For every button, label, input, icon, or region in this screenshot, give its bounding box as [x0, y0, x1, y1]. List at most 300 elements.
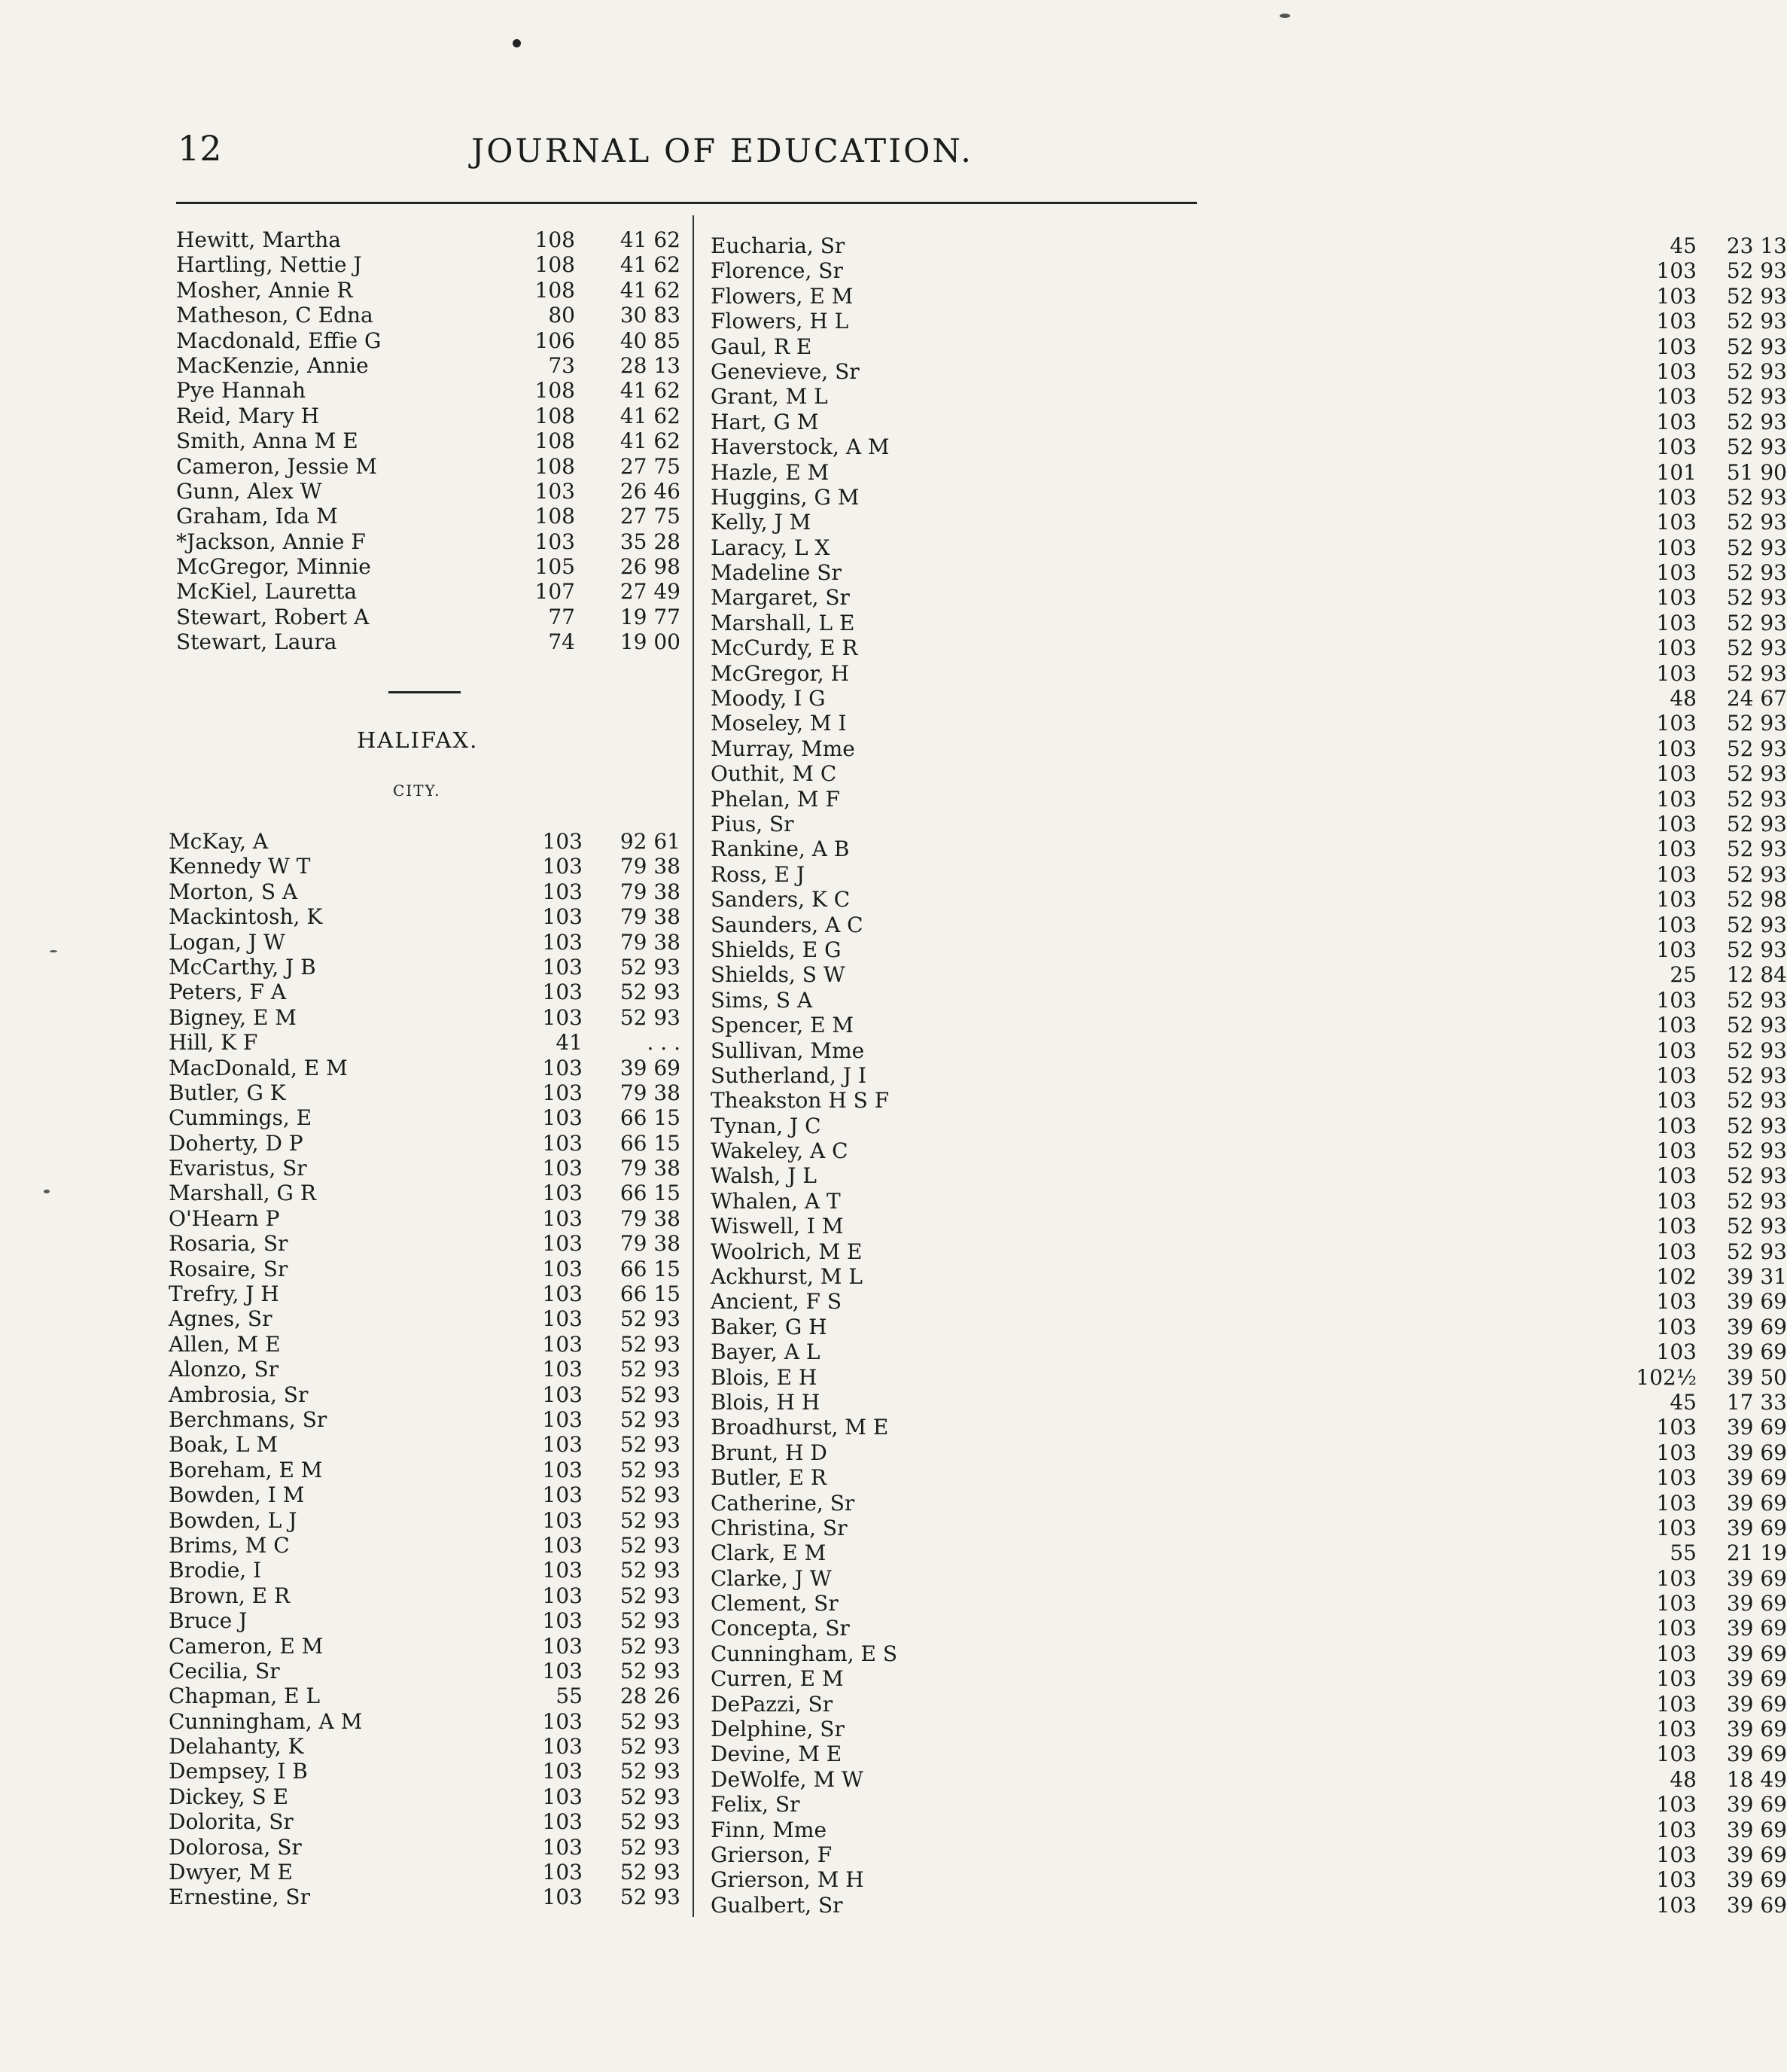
entry-name: Dolorosa, Sr	[169, 1834, 302, 1860]
entry-name: Butler, G K	[169, 1080, 286, 1105]
entry-name: Phelan, M F	[711, 786, 840, 812]
entry-days: 103	[1656, 1565, 1697, 1591]
entry-days: 55	[1670, 1540, 1697, 1566]
entry-days: 103	[542, 1759, 583, 1784]
entry-days: 103	[1656, 334, 1697, 359]
entry-name: Boreham, E M	[169, 1457, 323, 1482]
entry-amount: 41 62	[620, 252, 680, 278]
entry-amount: 41 62	[620, 227, 680, 252]
entry-name: Smith, Anna M E	[176, 428, 358, 454]
entry-amount: 79 38	[620, 1080, 680, 1105]
entry-amount: 52 93	[620, 1759, 680, 1784]
entry-amount: 39 69	[1726, 1515, 1787, 1540]
page-title: JOURNAL OF EDUCATION.	[471, 133, 973, 170]
entry-name: Concepta, Sr	[711, 1616, 850, 1641]
entry-amount: 52 93	[620, 1658, 680, 1684]
entry-days: 103	[1656, 1842, 1697, 1867]
entry-amount: 52 93	[620, 1457, 680, 1482]
entry-name: O'Hearn P	[169, 1205, 280, 1231]
entry-name: McCarthy, J B	[169, 954, 316, 980]
entry-days: 103	[542, 1885, 583, 1910]
entry-amount: 52 93	[1726, 535, 1787, 560]
entry-amount: 39 69	[1726, 1490, 1787, 1516]
entry-amount: 28 13	[620, 352, 680, 378]
entry-amount: 39 69	[1726, 1691, 1787, 1717]
entry-amount: 66 15	[620, 1256, 680, 1281]
entry-name: Outhit, M C	[711, 761, 837, 787]
print-speck	[1280, 14, 1290, 18]
entry-name: Grierson, F	[711, 1842, 833, 1867]
entry-amount: 79 38	[620, 904, 680, 930]
entry-name: Whalen, A T	[711, 1188, 841, 1214]
entry-days: 103	[1656, 937, 1697, 962]
entry-name: Peters, F A	[169, 980, 287, 1005]
entry-name: Spencer, E M	[711, 1013, 854, 1038]
entry-days: 103	[542, 1205, 583, 1231]
entry-name: Chapman, E L	[169, 1684, 321, 1709]
entry-amount: 66 15	[620, 1181, 680, 1206]
entry-name: Rosaire, Sr	[169, 1256, 288, 1281]
entry-name: Brunt, H D	[711, 1440, 827, 1465]
entry-amount: 41 62	[620, 277, 680, 303]
entry-name: Huggins, G M	[711, 484, 860, 510]
entry-name: Cunningham, A M	[169, 1708, 363, 1734]
entry-amount: 39 50	[1726, 1364, 1787, 1390]
entry-name: Kennedy W T	[169, 854, 311, 879]
entry-days: 103	[542, 1532, 583, 1558]
entry-amount: 52 93	[620, 980, 680, 1005]
entry-name: *Jackson, Annie F	[176, 529, 366, 554]
entry-days: 103	[542, 1432, 583, 1458]
entry-amount: 52 93	[620, 1432, 680, 1458]
entry-days: 103	[542, 1608, 583, 1634]
entry-name: Hazle, E M	[711, 459, 830, 485]
entry-amount: 39 31	[1726, 1264, 1787, 1290]
entry-amount: 23 13	[1726, 233, 1787, 258]
entry-amount: 52 93	[1726, 786, 1787, 812]
entry-amount: 52 93	[620, 1784, 680, 1809]
entry-name: McKay, A	[169, 829, 269, 854]
entry-amount: 79 38	[620, 1205, 680, 1231]
entry-amount: 52 93	[1726, 987, 1787, 1013]
entry-amount: 66 15	[620, 1281, 680, 1307]
entry-days: 105	[534, 554, 575, 580]
entry-days: 103	[542, 1256, 583, 1281]
entry-name: Hartling, Nettie J	[176, 252, 362, 278]
entry-amount: 21 19	[1726, 1540, 1787, 1566]
entry-days: 103	[1656, 1289, 1697, 1315]
entry-name: Flowers, E M	[711, 283, 854, 309]
print-speck	[44, 1190, 50, 1193]
entry-name: Pye Hannah	[176, 378, 306, 404]
entry-amount: 52 93	[620, 1633, 680, 1659]
entry-amount: 39 69	[1726, 1440, 1787, 1465]
entry-amount: 27 49	[620, 579, 680, 605]
print-speck	[50, 950, 57, 952]
entry-amount: 52 93	[1726, 1088, 1787, 1114]
entry-days: 103	[1656, 912, 1697, 937]
entry-name: MacDonald, E M	[169, 1055, 348, 1080]
entry-name: Evaristus, Sr	[169, 1156, 307, 1181]
entry-days: 103	[1656, 786, 1697, 812]
entry-amount: 18 49	[1726, 1766, 1787, 1792]
entry-amount: 52 93	[620, 1860, 680, 1885]
entry-days: 103	[542, 879, 583, 904]
entry-amount: 52 93	[1726, 309, 1787, 334]
entry-amount: 52 93	[1726, 660, 1787, 686]
entry-name: Dolorita, Sr	[169, 1809, 294, 1835]
entry-amount: 39 69	[1726, 1339, 1787, 1365]
entry-amount: 30 83	[620, 303, 680, 328]
entry-days: 103	[1656, 1490, 1697, 1516]
entry-amount: 52 98	[1726, 887, 1787, 913]
entry-name: Stewart, Laura	[176, 629, 337, 655]
entry-amount: 52 93	[620, 1885, 680, 1910]
entry-name: Wakeley, A C	[711, 1138, 848, 1164]
entry-days: 103	[1656, 560, 1697, 586]
entry-name: Rankine, A B	[711, 836, 850, 862]
entry-amount: 79 38	[620, 1231, 680, 1257]
entry-amount: 52 93	[620, 1558, 680, 1583]
entry-days: 55	[556, 1684, 583, 1709]
entry-days: 103	[1656, 1339, 1697, 1365]
entry-days: 103	[542, 1558, 583, 1583]
entry-amount: 39 69	[1726, 1792, 1787, 1818]
entry-days: 103	[1656, 987, 1697, 1013]
entry-days: 102	[1656, 1264, 1697, 1290]
entry-amount: 19 77	[620, 604, 680, 629]
entry-name: Tynan, J C	[711, 1113, 821, 1138]
entry-days: 80	[548, 303, 575, 328]
entry-amount: 28 26	[620, 1684, 680, 1709]
entry-days: 103	[542, 954, 583, 980]
entry-name: Mosher, Annie R	[176, 277, 353, 303]
entry-amount: 39 69	[1726, 1842, 1787, 1867]
entry-name: Butler, E R	[711, 1465, 827, 1491]
entry-amount: 52 93	[620, 1608, 680, 1634]
entry-amount: 52 93	[620, 1708, 680, 1734]
entry-name: Logan, J W	[169, 929, 285, 955]
entry-amount: 52 93	[620, 1382, 680, 1407]
entry-days: 41	[556, 1030, 583, 1056]
entry-days: 108	[534, 378, 575, 404]
entry-amount: 52 93	[1726, 1062, 1787, 1088]
entry-amount: 12 84	[1726, 962, 1787, 988]
entry-days: 103	[1656, 610, 1697, 635]
entry-name: Matheson, C Edna	[176, 303, 373, 328]
entry-days: 103	[1656, 1792, 1697, 1818]
entry-name: Devine, M E	[711, 1741, 842, 1767]
entry-amount: 39 69	[620, 1055, 680, 1080]
entry-name: Bowden, I M	[169, 1482, 305, 1508]
entry-name: Macdonald, Effie G	[176, 328, 382, 353]
entry-name: Dempsey, I B	[169, 1759, 308, 1784]
entry-amount: 41 62	[620, 378, 680, 404]
entry-days: 103	[1656, 1465, 1697, 1491]
entry-days: 106	[534, 328, 575, 353]
entry-days: 103	[1656, 1062, 1697, 1088]
entry-days: 103	[1656, 1867, 1697, 1893]
entry-days: 103	[1656, 1515, 1697, 1540]
entry-amount: 26 98	[620, 554, 680, 580]
entry-days: 103	[542, 1708, 583, 1734]
entry-days: 103	[542, 1633, 583, 1659]
entry-days: 103	[1656, 1666, 1697, 1692]
entry-days: 108	[534, 504, 575, 529]
entry-name: Stewart, Robert A	[176, 604, 370, 629]
entry-amount: 52 93	[1726, 1163, 1787, 1189]
entry-amount: 52 93	[620, 1834, 680, 1860]
entry-name: Grierson, M H	[711, 1867, 864, 1893]
entry-name: Moody, I G	[711, 686, 826, 711]
entry-days: 103	[1656, 635, 1697, 661]
entry-name: Brims, M C	[169, 1532, 290, 1558]
entry-name: Hart, G M	[711, 409, 819, 434]
entry-name: Hill, K F	[169, 1030, 258, 1056]
entry-amount: 39 69	[1726, 1591, 1787, 1616]
entry-days: 103	[542, 1281, 583, 1307]
entry-days: 103	[1656, 1717, 1697, 1742]
entry-amount: 52 93	[1726, 1138, 1787, 1164]
entry-name: Dwyer, M E	[169, 1860, 293, 1885]
entry-days: 108	[534, 428, 575, 454]
entry-days: 108	[534, 453, 575, 479]
entry-amount: . . .	[647, 1030, 680, 1056]
entry-amount: 39 69	[1726, 1892, 1787, 1918]
entry-name: Graham, Ida M	[176, 504, 338, 529]
entry-name: Ernestine, Sr	[169, 1885, 310, 1910]
entry-name: Boak, L M	[169, 1432, 279, 1458]
entry-name: Bruce J	[169, 1608, 248, 1634]
entry-amount: 52 93	[620, 1306, 680, 1332]
entry-amount: 92 61	[620, 829, 680, 854]
entry-name: Felix, Sr	[711, 1792, 800, 1818]
section-subtitle: CITY.	[393, 782, 441, 800]
entry-days: 103	[542, 1306, 583, 1332]
entry-name: Murray, Mme	[711, 736, 855, 761]
entry-days: 103	[1656, 1013, 1697, 1038]
entry-days: 103	[542, 1130, 583, 1156]
entry-amount: 52 93	[1726, 1239, 1787, 1264]
section-rule	[388, 691, 461, 693]
entry-days: 103	[542, 1331, 583, 1357]
entry-amount: 39 69	[1726, 1565, 1787, 1591]
entry-name: Doherty, D P	[169, 1130, 303, 1156]
entry-name: Ackhurst, M L	[711, 1264, 863, 1290]
entry-days: 108	[534, 403, 575, 428]
entry-amount: 39 69	[1726, 1867, 1787, 1893]
entry-amount: 39 69	[1726, 1641, 1787, 1666]
entry-days: 103	[542, 829, 583, 854]
entry-days: 103	[1656, 1741, 1697, 1767]
entry-name: Sullivan, Mme	[711, 1038, 865, 1063]
entry-name: Clark, E M	[711, 1540, 827, 1566]
entry-name: Hewitt, Martha	[176, 227, 341, 252]
entry-name: Clement, Sr	[711, 1591, 839, 1616]
entry-amount: 19 00	[620, 629, 680, 655]
entry-days: 103	[1656, 384, 1697, 410]
entry-name: Pius, Sr	[711, 811, 794, 836]
entry-name: Gualbert, Sr	[711, 1892, 843, 1918]
entry-name: Bayer, A L	[711, 1339, 820, 1365]
entry-amount: 52 93	[1726, 560, 1787, 586]
entry-name: Ross, E J	[711, 861, 805, 887]
entry-days: 103	[1656, 1641, 1697, 1666]
entry-days: 103	[1656, 1616, 1697, 1641]
entry-days: 101	[1656, 459, 1697, 485]
entry-amount: 52 93	[1726, 635, 1787, 661]
entry-name: Cameron, Jessie M	[176, 453, 377, 479]
entry-days: 103	[1656, 409, 1697, 434]
entry-days: 77	[548, 604, 575, 629]
entry-days: 103	[542, 1080, 583, 1105]
entry-amount: 52 93	[1726, 585, 1787, 611]
entry-name: Moseley, M I	[711, 711, 847, 736]
entry-amount: 39 69	[1726, 1314, 1787, 1339]
entry-amount: 24 67	[1726, 686, 1787, 711]
entry-days: 103	[542, 1105, 583, 1131]
entry-days: 103	[1656, 434, 1697, 460]
entry-name: Mackintosh, K	[169, 904, 323, 930]
entry-amount: 52 93	[1726, 736, 1787, 761]
entry-name: Haverstock, A M	[711, 434, 890, 460]
entry-days: 103	[542, 854, 583, 879]
entry-days: 103	[1656, 736, 1697, 761]
entry-name: McGregor, H	[711, 660, 849, 686]
entry-amount: 79 38	[620, 879, 680, 904]
entry-days: 108	[534, 227, 575, 252]
entry-name: Dickey, S E	[169, 1784, 289, 1809]
entry-amount: 52 93	[1726, 434, 1787, 460]
entry-name: DeWolfe, M W	[711, 1766, 863, 1792]
entry-amount: 39 69	[1726, 1717, 1787, 1742]
entry-days: 103	[1656, 1113, 1697, 1138]
entry-days: 103	[1656, 1892, 1697, 1918]
entry-days: 108	[534, 252, 575, 278]
entry-amount: 39 69	[1726, 1616, 1787, 1641]
entry-name: Alonzo, Sr	[169, 1357, 279, 1382]
entry-amount: 27 75	[620, 504, 680, 529]
entry-days: 103	[1656, 1239, 1697, 1264]
entry-days: 103	[534, 529, 575, 554]
entry-amount: 52 93	[1726, 1113, 1787, 1138]
entry-days: 103	[1656, 887, 1697, 913]
page-number: 12	[178, 128, 222, 169]
entry-name: Catherine, Sr	[711, 1490, 855, 1516]
entry-amount: 41 62	[620, 428, 680, 454]
entry-days: 103	[542, 1860, 583, 1885]
entry-days: 103	[1656, 1163, 1697, 1189]
entry-days: 103	[542, 1658, 583, 1684]
entry-days: 103	[542, 1734, 583, 1760]
entry-days: 103	[542, 1004, 583, 1030]
entry-days: 103	[542, 980, 583, 1005]
entry-amount: 39 69	[1726, 1465, 1787, 1491]
entry-amount: 27 75	[620, 453, 680, 479]
entry-days: 48	[1670, 1766, 1697, 1792]
entry-amount: 52 93	[1726, 761, 1787, 787]
entry-name: Laracy, L X	[711, 535, 830, 560]
entry-name: Gaul, R E	[711, 334, 812, 359]
entry-amount: 66 15	[620, 1105, 680, 1131]
entry-amount: 41 62	[620, 403, 680, 428]
entry-days: 103	[1656, 1440, 1697, 1465]
entry-amount: 52 93	[620, 1532, 680, 1558]
entry-amount: 39 69	[1726, 1289, 1787, 1315]
entry-days: 103	[542, 1156, 583, 1181]
entry-days: 73	[548, 352, 575, 378]
entry-days: 103	[542, 1406, 583, 1432]
entry-amount: 52 93	[1726, 258, 1787, 284]
entry-days: 103	[542, 1055, 583, 1080]
entry-name: Cameron, E M	[169, 1633, 324, 1659]
entry-amount: 52 93	[620, 1583, 680, 1608]
entry-name: Rosaria, Sr	[169, 1231, 288, 1257]
entry-amount: 52 93	[1726, 1038, 1787, 1063]
entry-amount: 52 93	[620, 1004, 680, 1030]
entry-amount: 52 93	[1726, 811, 1787, 836]
entry-name: Gunn, Alex W	[176, 478, 322, 504]
entry-days: 102½	[1636, 1364, 1697, 1390]
entry-amount: 51 90	[1726, 459, 1787, 485]
entry-days: 45	[1670, 233, 1697, 258]
entry-days: 103	[542, 1507, 583, 1533]
entry-name: Finn, Mme	[711, 1817, 827, 1842]
entry-days: 103	[1656, 309, 1697, 334]
entry-days: 103	[1656, 510, 1697, 535]
entry-name: MacKenzie, Annie	[176, 352, 369, 378]
entry-name: Agnes, Sr	[169, 1306, 272, 1332]
entry-amount: 52 93	[1726, 510, 1787, 535]
entry-amount: 52 93	[620, 1734, 680, 1760]
entry-name: Walsh, J L	[711, 1163, 817, 1189]
entry-amount: 39 69	[1726, 1666, 1787, 1692]
entry-name: McGregor, Minnie	[176, 554, 371, 580]
entry-name: Baker, G H	[711, 1314, 827, 1339]
entry-days: 74	[548, 629, 575, 655]
entry-days: 103	[1656, 1314, 1697, 1339]
entry-amount: 79 38	[620, 854, 680, 879]
header-rule	[176, 202, 1197, 204]
entry-amount: 52 93	[1726, 484, 1787, 510]
entry-name: Marshall, L E	[711, 610, 855, 635]
entry-days: 103	[1656, 836, 1697, 862]
entry-amount: 52 93	[1726, 610, 1787, 635]
entry-name: Ambrosia, Sr	[169, 1382, 309, 1407]
entry-days: 103	[1656, 535, 1697, 560]
entry-days: 103	[542, 904, 583, 930]
entry-name: Shields, E G	[711, 937, 842, 962]
entry-amount: 66 15	[620, 1130, 680, 1156]
entry-days: 103	[1656, 1088, 1697, 1114]
entry-amount: 35 28	[620, 529, 680, 554]
entry-days: 103	[542, 1809, 583, 1835]
entry-name: Kelly, J M	[711, 510, 811, 535]
entry-name: DePazzi, Sr	[711, 1691, 833, 1717]
entry-name: Brown, E R	[169, 1583, 291, 1608]
entry-days: 103	[534, 478, 575, 504]
entry-amount: 39 69	[1726, 1817, 1787, 1842]
entry-name: Shields, S W	[711, 962, 845, 988]
entry-days: 103	[542, 1181, 583, 1206]
entry-amount: 52 93	[1726, 1188, 1787, 1214]
entry-name: Genevieve, Sr	[711, 358, 860, 384]
entry-amount: 79 38	[620, 929, 680, 955]
entry-days: 103	[1656, 660, 1697, 686]
entry-name: Broadhurst, M E	[711, 1415, 889, 1440]
entry-days: 103	[1656, 811, 1697, 836]
entry-name: Sims, S A	[711, 987, 813, 1013]
